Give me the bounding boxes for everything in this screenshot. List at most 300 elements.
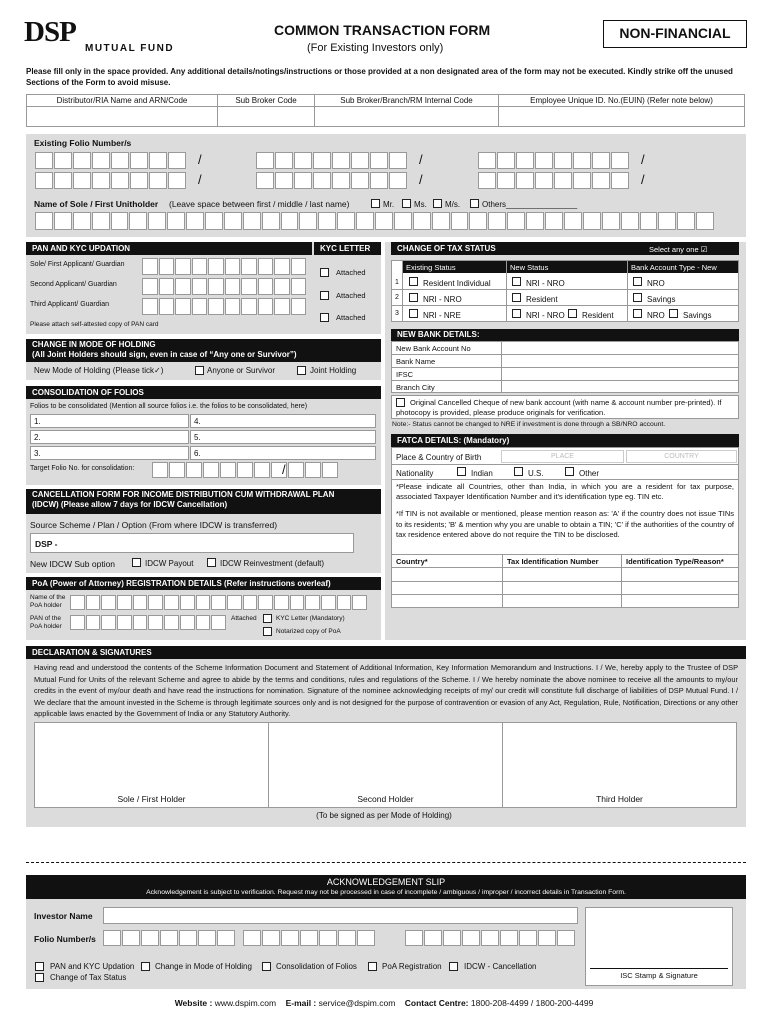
bank-city-input[interactable] <box>503 381 738 392</box>
char-cell[interactable] <box>258 595 273 610</box>
char-cell[interactable] <box>516 172 534 189</box>
ack-folio-cells-c[interactable] <box>405 930 576 946</box>
second-holder-label: Second Holder <box>357 794 414 804</box>
char-cell[interactable] <box>196 595 211 610</box>
unitholder-name-cells[interactable] <box>35 212 715 230</box>
pan-cells-3[interactable] <box>142 298 307 315</box>
char-cell[interactable] <box>208 278 224 295</box>
source-folio-1-field[interactable] <box>30 414 189 428</box>
sole-holder-signature-box[interactable] <box>35 723 269 807</box>
tax-divider <box>391 289 739 290</box>
source-folio-3-field[interactable] <box>30 446 189 460</box>
char-cell[interactable] <box>258 258 274 275</box>
ack-folio-cells-a[interactable] <box>103 930 236 946</box>
folio-label: Existing Folio Number/s <box>34 138 132 148</box>
char-cell[interactable] <box>313 152 331 169</box>
tax-divider <box>402 261 403 321</box>
subbroker-internal-input[interactable] <box>315 107 499 126</box>
idcw-payout-checkbox[interactable] <box>132 558 141 567</box>
stamp-line <box>590 968 728 969</box>
holding-header-title: CHANGE IN MODE OF HOLDING <box>32 340 156 349</box>
char-cell[interactable] <box>535 172 553 189</box>
char-cell[interactable] <box>111 212 129 230</box>
char-cell[interactable] <box>168 152 186 169</box>
char-cell[interactable] <box>54 172 72 189</box>
char-cell[interactable] <box>142 278 158 295</box>
signature-footnote: (To be signed as per Mode of Holding) <box>316 811 452 820</box>
tax-row-3-number: 3 <box>395 310 399 317</box>
char-cell[interactable] <box>73 172 91 189</box>
char-cell[interactable] <box>291 278 307 295</box>
char-cell[interactable] <box>291 258 307 275</box>
char-cell[interactable] <box>35 212 53 230</box>
char-cell[interactable] <box>186 212 204 230</box>
kyc-attached-2-checkbox[interactable] <box>320 291 329 300</box>
char-cell[interactable] <box>497 152 515 169</box>
bank-name-input[interactable] <box>503 355 738 366</box>
char-cell[interactable] <box>357 930 375 946</box>
char-cell[interactable] <box>554 152 572 169</box>
char-cell[interactable] <box>405 930 423 946</box>
char-cell[interactable] <box>545 212 563 230</box>
ack-consolidation-checkbox[interactable] <box>262 962 271 971</box>
folio-slash: / <box>198 152 202 167</box>
char-cell[interactable] <box>424 930 442 946</box>
char-cell[interactable] <box>225 258 241 275</box>
char-cell[interactable] <box>338 930 356 946</box>
ack-pan-kyc-checkbox[interactable] <box>35 962 44 971</box>
char-cell[interactable] <box>73 212 91 230</box>
char-cell[interactable] <box>538 930 556 946</box>
folio-number-4: 4. <box>194 417 201 426</box>
char-cell[interactable] <box>432 212 450 230</box>
char-cell[interactable] <box>478 172 496 189</box>
char-cell[interactable] <box>86 595 101 610</box>
tax-new-3a-checkbox[interactable] <box>512 309 521 318</box>
folio-row-1-c[interactable] <box>478 152 630 169</box>
title-others-checkbox[interactable] <box>470 199 479 208</box>
char-cell[interactable] <box>224 212 242 230</box>
tax-row-1-number: 1 <box>395 279 399 286</box>
pan-row-1-label: Sole/ First Applicant/ Guardian <box>30 261 125 268</box>
nationality-other-checkbox[interactable] <box>565 467 574 476</box>
char-cell[interactable] <box>337 212 355 230</box>
source-scheme-field[interactable] <box>30 533 354 553</box>
subbroker-input[interactable] <box>218 107 315 126</box>
ack-holding-checkbox[interactable] <box>141 962 150 971</box>
char-cell[interactable] <box>35 172 53 189</box>
char-cell[interactable] <box>208 258 224 275</box>
idcw-header-subtitle: (IDCW) (Please allow 7 days for IDCW Cancellation) <box>32 500 228 509</box>
title-ms-firm-label: M/s. <box>445 200 461 209</box>
bank-type-2-checkbox[interactable] <box>633 293 642 302</box>
char-cell[interactable] <box>160 930 178 946</box>
char-cell[interactable] <box>351 172 369 189</box>
char-cell[interactable] <box>375 212 393 230</box>
fatca-country-input[interactable]: COUNTRY <box>626 450 737 463</box>
char-cell[interactable] <box>159 298 175 315</box>
ack-folio-cells-b[interactable] <box>243 930 376 946</box>
char-cell[interactable] <box>564 212 582 230</box>
char-cell[interactable] <box>117 615 132 630</box>
char-cell[interactable] <box>198 930 216 946</box>
char-cell[interactable] <box>192 298 208 315</box>
char-cell[interactable] <box>92 172 110 189</box>
char-cell[interactable] <box>305 595 320 610</box>
poa-pan-cells[interactable] <box>70 615 227 630</box>
char-cell[interactable] <box>130 172 148 189</box>
fatca-note-1: *Please indicate all Countries, other than India, in which you are a resident for tax purpose, associated Taxpayer Identification Number and it's identification type eg. TIN etc. <box>396 482 734 501</box>
char-cell[interactable] <box>175 298 191 315</box>
char-cell[interactable] <box>92 152 110 169</box>
char-cell[interactable] <box>290 595 305 610</box>
char-cell[interactable] <box>225 278 241 295</box>
poa-kyc-checkbox[interactable] <box>263 614 272 623</box>
char-cell[interactable] <box>611 172 629 189</box>
char-cell[interactable] <box>356 212 374 230</box>
website-link[interactable]: www.dspim.com <box>214 998 277 1008</box>
target-folio-cells[interactable] <box>152 462 339 478</box>
char-cell[interactable] <box>133 595 148 610</box>
holding-header <box>26 339 381 362</box>
char-cell[interactable] <box>462 930 480 946</box>
char-cell[interactable] <box>488 212 506 230</box>
char-cell[interactable] <box>274 258 290 275</box>
char-cell[interactable] <box>117 595 132 610</box>
char-cell[interactable] <box>159 258 175 275</box>
char-cell[interactable] <box>288 462 304 478</box>
char-cell[interactable] <box>258 278 274 295</box>
bank-type-3b-checkbox[interactable] <box>669 309 678 318</box>
char-cell[interactable] <box>164 595 179 610</box>
char-cell[interactable] <box>227 595 242 610</box>
folio-row-2-c[interactable] <box>478 172 630 189</box>
char-cell[interactable] <box>217 930 235 946</box>
char-cell[interactable] <box>211 595 226 610</box>
tax-existing-1-checkbox[interactable] <box>409 277 418 286</box>
fatca-col-id-type: Identification Type/Reason* <box>626 557 724 566</box>
char-cell[interactable] <box>275 172 293 189</box>
char-cell[interactable] <box>133 615 148 630</box>
char-cell[interactable] <box>621 212 639 230</box>
bank-account-label: New Bank Account No <box>396 344 471 353</box>
bank-details-header: NEW BANK DETAILS: <box>391 329 739 341</box>
char-cell[interactable] <box>299 212 317 230</box>
holding-anyone-checkbox[interactable] <box>195 366 204 375</box>
char-cell[interactable] <box>481 930 499 946</box>
instructions-text: Please fill only in the space provided. Any additional details/notings/instructions or those provided at a non designated area of the form may not be executed. Kindly strike off the unused Sections of the Form to avoid misuse. <box>26 67 733 87</box>
char-cell[interactable] <box>516 152 534 169</box>
euin-col: Employee Unique ID. No.(EUIN) (Refer note below) <box>530 96 713 105</box>
char-cell[interactable] <box>611 152 629 169</box>
tax-new-1-checkbox[interactable] <box>512 277 521 286</box>
ack-idcw-checkbox[interactable] <box>449 962 458 971</box>
source-folio-2-field[interactable] <box>30 430 189 444</box>
bank-ifsc-input[interactable] <box>503 368 738 379</box>
fatca-row-3-input[interactable] <box>392 595 738 607</box>
tax-new-2-checkbox[interactable] <box>512 293 521 302</box>
char-cell[interactable] <box>101 615 116 630</box>
char-cell[interactable] <box>256 152 274 169</box>
char-cell[interactable] <box>241 278 257 295</box>
char-cell[interactable] <box>258 298 274 315</box>
char-cell[interactable] <box>196 615 211 630</box>
folio-number-6: 6. <box>194 449 201 458</box>
char-cell[interactable] <box>443 930 461 946</box>
char-cell[interactable] <box>281 930 299 946</box>
char-cell[interactable] <box>241 298 257 315</box>
char-cell[interactable] <box>497 172 515 189</box>
ack-investor-input[interactable] <box>103 907 578 924</box>
poa-notarized-checkbox[interactable] <box>263 627 272 636</box>
char-cell[interactable] <box>677 212 695 230</box>
char-cell[interactable] <box>141 930 159 946</box>
ack-poa-checkbox[interactable] <box>368 962 377 971</box>
char-cell[interactable] <box>640 212 658 230</box>
char-cell[interactable] <box>237 462 253 478</box>
third-holder-signature-box[interactable] <box>503 723 736 807</box>
source-folio-6-field[interactable] <box>190 446 376 460</box>
char-cell[interactable] <box>73 152 91 169</box>
source-folio-4-field[interactable] <box>190 414 376 428</box>
char-cell[interactable] <box>394 212 412 230</box>
char-cell[interactable] <box>180 615 195 630</box>
char-cell[interactable] <box>103 930 121 946</box>
char-cell[interactable] <box>142 298 158 315</box>
subbroker-internal-col: Sub Broker/Branch/RM Internal Code <box>315 95 499 106</box>
char-cell[interactable] <box>294 172 312 189</box>
pan-cells-2[interactable] <box>142 278 307 295</box>
char-cell[interactable] <box>205 212 223 230</box>
char-cell[interactable] <box>192 258 208 275</box>
contact-label: Contact Centre: <box>404 998 469 1008</box>
char-cell[interactable] <box>274 298 290 315</box>
consolidation-header: CONSOLIDATION OF FOLIOS <box>26 386 381 399</box>
char-cell[interactable] <box>500 930 518 946</box>
pan-cells-1[interactable] <box>142 258 307 275</box>
char-cell[interactable] <box>583 212 601 230</box>
fatca-row-2-input[interactable] <box>392 582 738 594</box>
distributor-table <box>26 94 745 127</box>
char-cell[interactable] <box>180 595 195 610</box>
char-cell[interactable] <box>332 152 350 169</box>
folio-row-2-a[interactable] <box>35 172 187 189</box>
holding-anyone-label: Anyone or Survivor <box>207 366 276 375</box>
char-cell[interactable] <box>469 212 487 230</box>
second-holder-signature-box[interactable] <box>269 723 503 807</box>
char-cell[interactable] <box>152 462 168 478</box>
kyc-attached-1-label: Attached <box>336 268 366 277</box>
char-cell[interactable] <box>294 152 312 169</box>
char-cell[interactable] <box>101 595 116 610</box>
char-cell[interactable] <box>370 152 388 169</box>
folio-number-1: 1. <box>34 417 41 426</box>
isc-stamp-label: ISC Stamp & Signature <box>620 971 698 980</box>
char-cell[interactable] <box>451 212 469 230</box>
char-cell[interactable] <box>696 212 714 230</box>
char-cell[interactable] <box>35 152 53 169</box>
tax-new-3b-checkbox[interactable] <box>568 309 577 318</box>
nationality-us-checkbox[interactable] <box>514 467 523 476</box>
char-cell[interactable] <box>149 172 167 189</box>
char-cell[interactable] <box>274 278 290 295</box>
website-label: Website : <box>174 998 213 1008</box>
idcw-reinvest-checkbox[interactable] <box>207 558 216 567</box>
distributor-input[interactable] <box>27 107 218 126</box>
char-cell[interactable] <box>129 212 147 230</box>
kyc-attached-3-label: Attached <box>336 313 366 322</box>
char-cell[interactable] <box>592 172 610 189</box>
char-cell[interactable] <box>142 258 158 275</box>
pan-note: Please attach self-attested copy of PAN card <box>30 321 159 328</box>
char-cell[interactable] <box>337 595 352 610</box>
char-cell[interactable] <box>203 462 219 478</box>
char-cell[interactable] <box>573 152 591 169</box>
euin-input[interactable] <box>499 107 744 126</box>
char-cell[interactable] <box>243 212 261 230</box>
char-cell[interactable] <box>557 930 575 946</box>
char-cell[interactable] <box>169 462 185 478</box>
poa-header: PoA (Power of Attorney) REGISTRATION DETAILS (Refer instructions overleaf) <box>26 577 381 590</box>
char-cell[interactable] <box>256 172 274 189</box>
char-cell[interactable] <box>313 172 331 189</box>
tax-existing-3-checkbox[interactable] <box>409 309 418 318</box>
char-cell[interactable] <box>179 930 197 946</box>
char-cell[interactable] <box>241 258 257 275</box>
char-cell[interactable] <box>111 172 129 189</box>
char-cell[interactable] <box>159 278 175 295</box>
char-cell[interactable] <box>148 595 163 610</box>
char-cell[interactable] <box>208 298 224 315</box>
char-cell[interactable] <box>526 212 544 230</box>
char-cell[interactable] <box>186 462 202 478</box>
char-cell[interactable] <box>54 152 72 169</box>
title-mr-checkbox[interactable] <box>371 199 380 208</box>
char-cell[interactable] <box>175 278 191 295</box>
char-cell[interactable] <box>507 212 525 230</box>
char-cell[interactable] <box>262 930 280 946</box>
char-cell[interactable] <box>389 172 407 189</box>
char-cell[interactable] <box>192 278 208 295</box>
title-ms-firm-checkbox[interactable] <box>433 199 442 208</box>
sole-holder-label: Sole / First Holder <box>117 794 186 804</box>
char-cell[interactable] <box>275 152 293 169</box>
char-cell[interactable] <box>262 212 280 230</box>
bank-type-1-checkbox[interactable] <box>633 277 642 286</box>
char-cell[interactable] <box>535 152 553 169</box>
source-folio-5-field[interactable] <box>190 430 376 444</box>
char-cell[interactable] <box>167 212 185 230</box>
folio-row-2-b[interactable] <box>256 172 408 189</box>
title-others-label: Others________________ <box>482 200 578 209</box>
char-cell[interactable] <box>70 595 85 610</box>
char-cell[interactable] <box>225 298 241 315</box>
tax-existing-3-label: NRI - NRE <box>423 311 461 320</box>
target-folio-slash: / <box>282 462 286 477</box>
char-cell[interactable] <box>319 930 337 946</box>
char-cell[interactable] <box>122 930 140 946</box>
subbroker-col: Sub Broker Code <box>218 95 315 106</box>
char-cell[interactable] <box>554 172 572 189</box>
char-cell[interactable] <box>332 172 350 189</box>
char-cell[interactable] <box>602 212 620 230</box>
char-cell[interactable] <box>175 258 191 275</box>
char-cell[interactable] <box>592 152 610 169</box>
char-cell[interactable] <box>352 595 367 610</box>
char-cell[interactable] <box>389 152 407 169</box>
dsp-logo: DSP <box>24 16 76 48</box>
char-cell[interactable] <box>321 595 336 610</box>
folio-slash: / <box>419 172 423 187</box>
char-cell[interactable] <box>70 615 85 630</box>
char-cell[interactable] <box>254 462 270 478</box>
ack-tax-status-checkbox[interactable] <box>35 973 44 982</box>
char-cell[interactable] <box>300 930 318 946</box>
char-cell[interactable] <box>211 615 226 630</box>
bank-type-1-label: NRO <box>647 279 665 288</box>
poa-name-cells[interactable] <box>70 595 368 610</box>
ack-consolidation-label: Consolidation of Folios <box>276 962 357 971</box>
char-cell[interactable] <box>413 212 431 230</box>
fatca-row-1-input[interactable] <box>392 568 738 580</box>
nationality-indian-checkbox[interactable] <box>457 467 466 476</box>
char-cell[interactable] <box>168 172 186 189</box>
fatca-divider <box>391 554 739 555</box>
char-cell[interactable] <box>220 462 236 478</box>
bank-account-input[interactable] <box>503 342 738 353</box>
holding-joint-checkbox[interactable] <box>297 366 306 375</box>
char-cell[interactable] <box>149 152 167 169</box>
char-cell[interactable] <box>318 212 336 230</box>
char-cell[interactable] <box>478 152 496 169</box>
char-cell[interactable] <box>573 172 591 189</box>
char-cell[interactable] <box>111 152 129 169</box>
bank-type-2-label: Savings <box>647 295 676 304</box>
char-cell[interactable] <box>148 615 163 630</box>
char-cell[interactable] <box>130 152 148 169</box>
char-cell[interactable] <box>322 462 338 478</box>
folio-row-1-b[interactable] <box>256 152 408 169</box>
char-cell[interactable] <box>148 212 166 230</box>
email-link[interactable]: service@dspim.com <box>318 998 396 1008</box>
char-cell[interactable] <box>658 212 676 230</box>
char-cell[interactable] <box>351 152 369 169</box>
folio-row-1-a[interactable] <box>35 152 187 169</box>
char-cell[interactable] <box>291 298 307 315</box>
title-ms-checkbox[interactable] <box>402 199 411 208</box>
fatca-header: FATCA DETAILS: (Mandatory) <box>391 434 739 447</box>
fatca-place-input[interactable]: PLACE <box>501 450 624 463</box>
char-cell[interactable] <box>243 930 261 946</box>
tax-existing-2-checkbox[interactable] <box>409 293 418 302</box>
char-cell[interactable] <box>243 595 258 610</box>
kyc-attached-3-checkbox[interactable] <box>320 313 329 322</box>
char-cell[interactable] <box>305 462 321 478</box>
char-cell[interactable] <box>86 615 101 630</box>
char-cell[interactable] <box>274 595 289 610</box>
char-cell[interactable] <box>92 212 110 230</box>
kyc-attached-1-checkbox[interactable] <box>320 268 329 277</box>
idcw-payout-label: IDCW Payout <box>145 559 194 568</box>
char-cell[interactable] <box>164 615 179 630</box>
holding-header-subtitle: (All Joint Holders should sign, even in case of “Any one or Survivor”) <box>32 350 297 359</box>
char-cell[interactable] <box>370 172 388 189</box>
idcw-reinvest-label: IDCW Reinvestment (default) <box>220 559 325 568</box>
bank-type-3a-checkbox[interactable] <box>633 309 642 318</box>
char-cell[interactable] <box>281 212 299 230</box>
char-cell[interactable] <box>54 212 72 230</box>
char-cell[interactable] <box>519 930 537 946</box>
